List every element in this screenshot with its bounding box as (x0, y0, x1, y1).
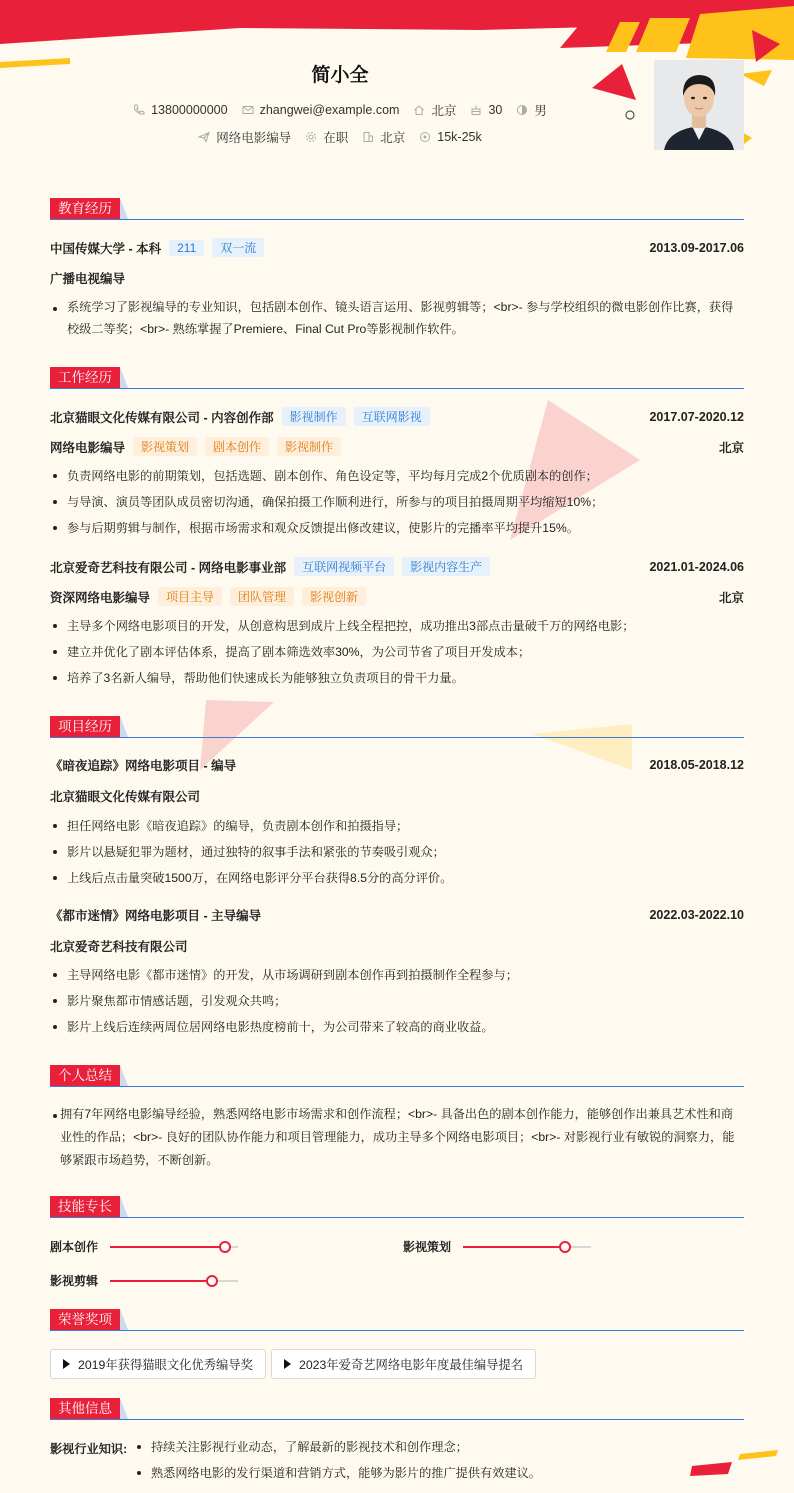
job-location: 北京 (718, 590, 744, 605)
candidate-name: 简小全 (311, 65, 369, 86)
city-text: 北京 (431, 104, 457, 118)
salary-text: 15k-25k (437, 130, 482, 144)
salary-info (419, 128, 481, 146)
list-item: 影片聚焦都市情感话题，引发观众共鸣； (50, 988, 744, 1014)
section-rule (50, 1086, 744, 1087)
skill-level-fill (110, 1246, 225, 1248)
list-item: 拥有7年网络电影编导经验，熟悉网络电影市场需求和创作流程；<br>- 具备出色的剧本创作能力，能够创作出兼具艺术性和商业性的作品；<br>- 良好的团队协作能力和项目管理能力，成功主导多个网络电影项目；<br>- 对影视行业有敏锐的洞察力，能够紧跟市场趋势，不断创新。 (50, 1103, 744, 1172)
city-info (413, 101, 456, 119)
school-tag: 211 (169, 240, 204, 256)
job-role-row (50, 437, 744, 456)
summary-text (50, 1103, 744, 1172)
section-title: 其他信息 (50, 1398, 120, 1419)
project-org: 北京爱奇艺科技有限公司 (50, 940, 188, 954)
role-tag: 影视制作 (277, 437, 341, 456)
skill-name: 影视剪辑 (50, 1274, 99, 1288)
mail-icon (242, 104, 254, 116)
company-tag: 影视制作 (282, 407, 346, 426)
section-rule (50, 1217, 744, 1218)
section-title: 项目经历 (50, 716, 120, 737)
list-item: 担任网络电影《暗夜追踪》的编导，负责剧本创作和拍摄指导； (50, 813, 744, 839)
education-section-header (50, 198, 744, 220)
email-text: zhangwei@example.com (259, 103, 400, 117)
target-job-info (198, 128, 291, 146)
skill-item (50, 1238, 238, 1255)
gender-icon (516, 104, 528, 116)
job-bullets (50, 613, 744, 691)
email-info (242, 101, 400, 119)
section-title: 个人总结 (50, 1065, 120, 1086)
skill-level-bar (110, 1280, 238, 1282)
project-name: 《都市迷情》网络电影项目 - 主导编导 (50, 909, 262, 923)
major: 广播电视编导 (50, 272, 126, 286)
summary-section-header (50, 1065, 744, 1087)
job-location: 北京 (718, 440, 744, 455)
project-name: 《暗夜追踪》网络电影项目 - 编导 (50, 759, 237, 773)
project-bullets (50, 813, 744, 891)
award-text: 2023年爱奇艺网络电影年度最佳编导提名 (299, 1358, 524, 1372)
section-rule (50, 219, 744, 220)
other-label: 影视行业知识: (50, 1442, 128, 1456)
job-bullets (50, 463, 744, 541)
section-rule (50, 1419, 744, 1420)
age-info (470, 101, 502, 119)
section-title: 荣誉奖项 (50, 1309, 120, 1330)
phone-icon (133, 104, 145, 116)
company-tag: 互联网影视 (354, 407, 430, 426)
list-item: 影片上线后连续两周位居网络电影热度榜前十，为公司带来了较高的商业收益。 (50, 1014, 744, 1040)
job-company-row (50, 557, 744, 576)
role-tag: 影视创新 (302, 587, 366, 606)
skill-level-fill (110, 1280, 212, 1282)
award-item (50, 1349, 266, 1379)
project-org-row (50, 937, 744, 955)
company-name: 北京爱奇艺科技有限公司 - 网络电影事业部 (50, 560, 287, 575)
education-entry (50, 238, 744, 257)
company-tag: 互联网视频平台 (294, 557, 394, 576)
education-date: 2013.09-2017.06 (649, 240, 744, 255)
work-section-header (50, 367, 744, 389)
role-tag: 团队管理 (230, 587, 294, 606)
skill-item (403, 1238, 591, 1255)
section-rule (50, 1330, 744, 1331)
skill-level-knob (219, 1241, 231, 1253)
section-title: 工作经历 (50, 367, 120, 388)
honors-section-header (50, 1309, 744, 1331)
skill-level-bar (110, 1246, 238, 1248)
company-name: 北京猫眼文化传媒有限公司 - 内容创作部 (50, 410, 274, 425)
job-role: 网络电影编导 (50, 440, 126, 455)
section-rule (50, 388, 744, 389)
job-date: 2021.01-2024.06 (649, 559, 744, 574)
coin-icon (419, 131, 431, 143)
list-item: 上线后点击量突破1500万，在网络电影评分平台获得8.5分的高分评价。 (50, 865, 744, 891)
other-section-header (50, 1398, 744, 1420)
project-bullets (50, 962, 744, 1040)
skills-section-header (50, 1196, 744, 1218)
skill-level-fill (463, 1246, 565, 1248)
job-intention-line (0, 128, 680, 146)
list-item: 主导多个网络电影项目的开发，从创意构思到成片上线全程把控，成功推出3部点击量破千万的网络电影； (50, 613, 744, 639)
skill-level-bar (463, 1246, 591, 1248)
skill-level-knob (206, 1275, 218, 1287)
target-city-text: 北京 (380, 131, 406, 145)
projects-section-header (50, 716, 744, 738)
job-company-row (50, 407, 744, 426)
skill-level-knob (559, 1241, 571, 1253)
job-role-row (50, 587, 744, 606)
section-rule (50, 737, 744, 738)
project-title-row (50, 756, 744, 774)
project-org: 北京猫眼文化传媒有限公司 (50, 790, 201, 804)
gear-icon (305, 131, 317, 143)
phone-info (133, 101, 227, 119)
play-icon (63, 1359, 70, 1369)
list-item: 影片以悬疑犯罪为题材，通过独特的叙事手法和紧张的节奏吸引观众； (50, 839, 744, 865)
skill-name: 剧本创作 (50, 1240, 99, 1254)
list-item: 与导演、演员等团队成员密切沟通，确保拍摄工作顺利进行，所参与的项目拍摄周期平均缩短10%； (50, 489, 744, 515)
play-icon (284, 1359, 291, 1369)
list-item: 熟悉网络电影的发行渠道和营销方式，能够为影片的推广提供有效建议。 (134, 1460, 744, 1486)
home-icon (413, 104, 425, 116)
role-tag: 剧本创作 (205, 437, 269, 456)
section-title: 教育经历 (50, 198, 120, 219)
cake-icon (470, 104, 482, 116)
age-text: 30 (488, 103, 503, 117)
contact-line (0, 101, 680, 119)
list-item: 负责网络电影的前期策划，包括选题、剧本创作、角色设定等，平均每月完成2个优质剧本的创作； (50, 463, 744, 489)
section-title: 技能专长 (50, 1196, 120, 1217)
avatar (654, 60, 744, 150)
status-text: 在职 (323, 131, 349, 145)
award-text: 2019年获得猫眼文化优秀编导奖 (78, 1358, 253, 1372)
education-description (50, 296, 744, 340)
major-row (50, 269, 744, 287)
gender-text: 男 (534, 104, 547, 118)
list-item: 持续关注影视行业动态，了解最新的影视技术和创作理念； (134, 1434, 744, 1460)
phone-text: 13800000000 (151, 103, 228, 117)
gender-info (516, 101, 547, 119)
list-item: 主导网络电影《都市迷情》的开发，从市场调研到剧本创作再到拍摄制作全程参与； (50, 962, 744, 988)
role-tag: 影视策划 (133, 437, 197, 456)
building-icon (362, 131, 374, 143)
target-job-text: 网络电影编导 (216, 131, 292, 145)
list-item: 建立并优化了剧本评估体系，提高了剧本筛选效率30%，为公司节省了项目开发成本； (50, 639, 744, 665)
other-list (134, 1434, 744, 1486)
status-info (305, 128, 348, 146)
list-item: 培养了3名新人编导，帮助他们快速成长为能够独立负责项目的骨干力量。 (50, 665, 744, 691)
list-item: 参与后期剪辑与制作，根据市场需求和观众反馈提出修改建议，使影片的完播率平均提升15%。 (50, 515, 744, 541)
profile-photo (654, 60, 744, 150)
project-date: 2022.03-2022.10 (649, 908, 744, 922)
send-icon (198, 131, 210, 143)
school-tag: 双一流 (212, 238, 264, 257)
award-item (271, 1349, 536, 1379)
skill-name: 影视策划 (403, 1240, 452, 1254)
project-org-row (50, 787, 744, 805)
job-role: 资深网络电影编导 (50, 590, 151, 605)
project-date: 2018.05-2018.12 (649, 758, 744, 772)
list-item: 系统学习了影视编导的专业知识，包括剧本创作、镜头语言运用、影视剪辑等；<br>- 参与学校组织的微电影创作比赛，获得校级二等奖；<br>- 熟练掌握了Premiere、Final Cut Pro等影视制作软件。 (50, 296, 744, 340)
school-line: 中国传媒大学 - 本科 (50, 241, 162, 256)
job-date: 2017.07-2020.12 (649, 409, 744, 424)
target-city-info (362, 128, 405, 146)
project-title-row (50, 906, 744, 924)
company-tag: 影视内容生产 (402, 557, 490, 576)
skill-item (50, 1272, 238, 1289)
role-tag: 项目主导 (158, 587, 222, 606)
